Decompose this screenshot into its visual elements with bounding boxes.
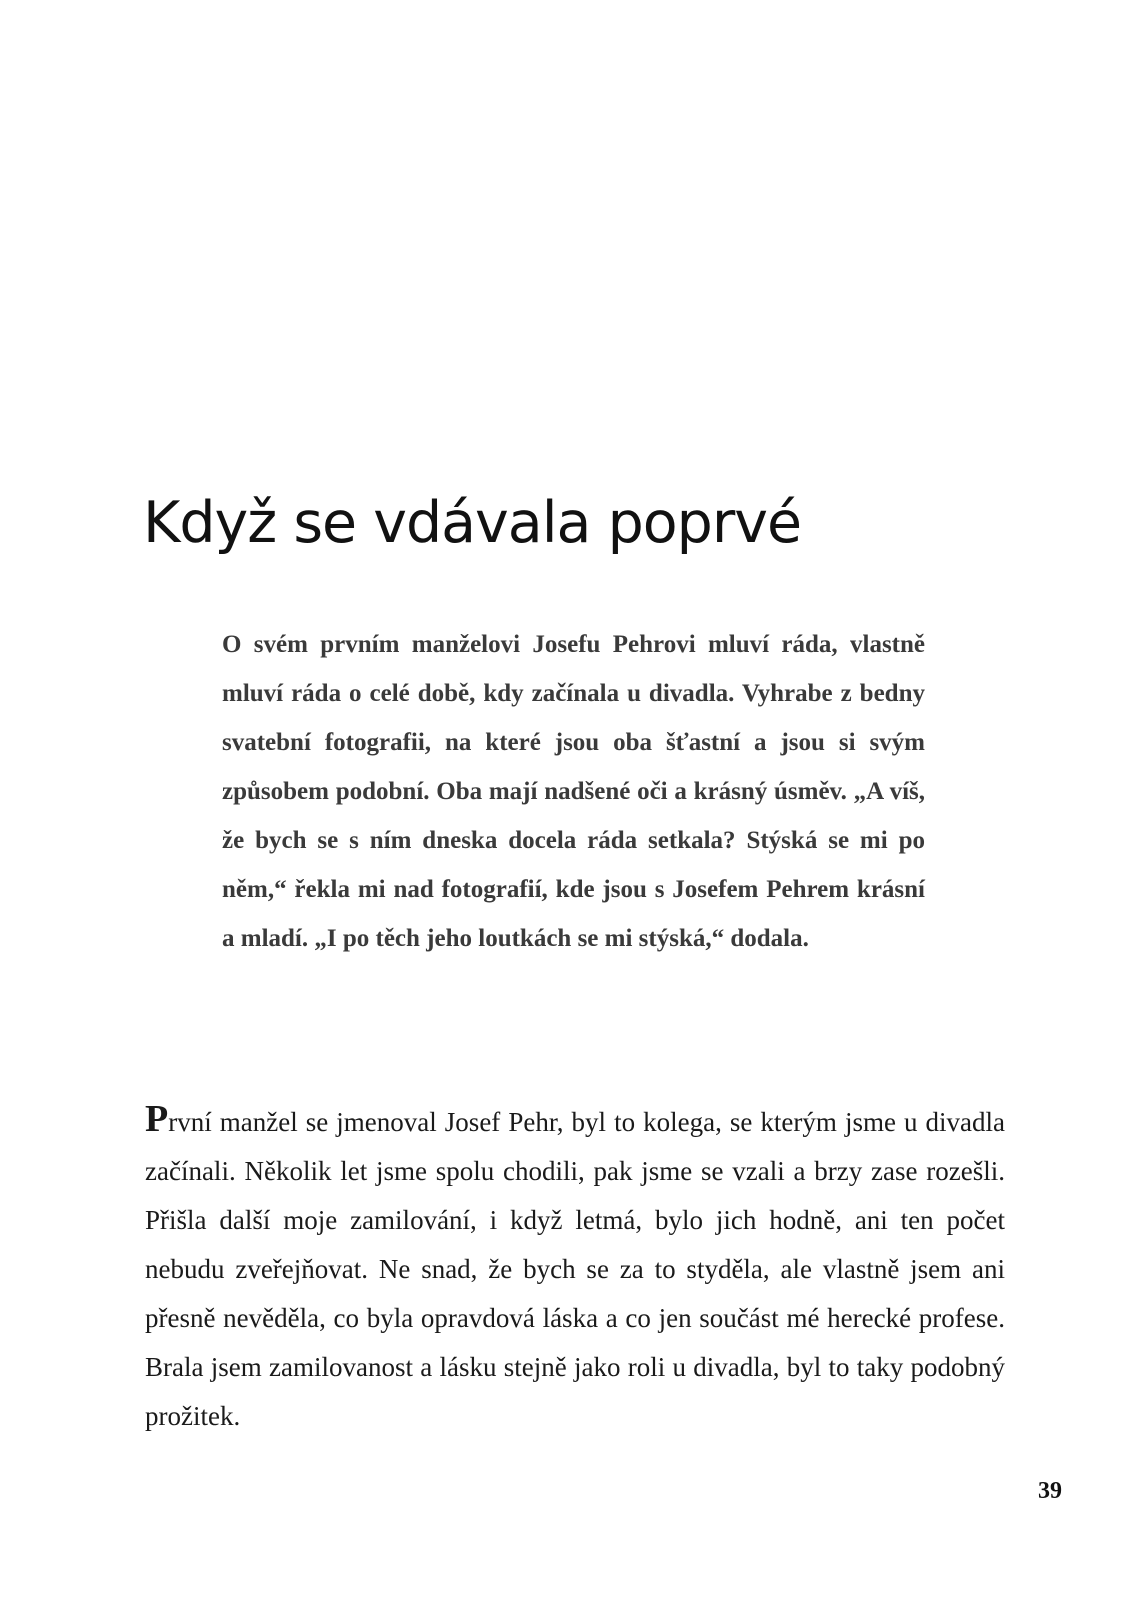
chapter-intro-paragraph: O svém prvním manželovi Josefu Pehrovi mluví ráda, vlastně mluví ráda o celé době, kdy začínala u divadla. Vyhrabe z bedny svatební fotografii, na které jsou oba šťastní a jsou si svým způsobem podobní. Oba mají nadšené oči a krásný úsměv. „A víš, že bych se s ním dneska docela ráda setkala? Stýská se mi po něm,“ řekla mi nad fotografií, kde jsou s Josefem Pehrem krásní a mladí. „I po těch jeho loutkách se mi stýská,“ dodala. xyxy=(222,631,925,952)
page-number: 39 xyxy=(1038,1478,1062,1504)
chapter-title: Když se vdávala poprvé xyxy=(143,490,802,556)
body-paragraph xyxy=(145,1098,1005,1441)
drop-cap-initial: P xyxy=(145,1098,169,1140)
body-paragraph-text: rvní manžel se jmenoval Josef Pehr, byl to kolega, se kterým jsme u divadla začínali. Několik let jsme spolu chodili, pak jsme se vzali a brzy zase rozešli. Přišla další moje zamilování, i když letmá, bylo jich hodně, ani ten počet nebudu zveřejňovat. Ne snad, že bych se za to styděla, ale vlastně jsem ani přesně nevěděla, co byla opravdová láska a co jen součást mé herecké profese. Brala jsem zamilovanost a lásku stejně jako roli u divadla, byl to taky podobný prožitek. xyxy=(145,1107,1005,1431)
